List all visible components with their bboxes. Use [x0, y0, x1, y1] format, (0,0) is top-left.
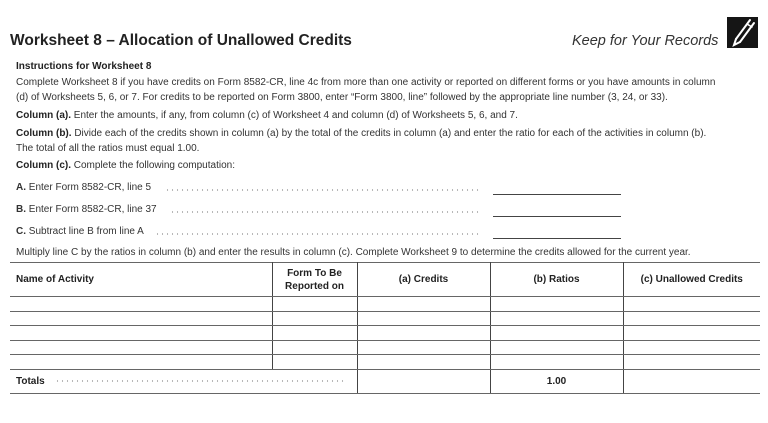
line-b-input[interactable]	[493, 216, 621, 217]
credits-cell[interactable]	[357, 355, 490, 370]
unallowed-cell[interactable]	[623, 311, 760, 326]
column-a-text: Enter the amounts, if any, from column (c) of Worksheet 4 and column (d) of Worksheets 5, 6, and 7.	[71, 110, 518, 121]
table-row	[10, 311, 760, 326]
credits-cell[interactable]	[357, 340, 490, 355]
header-form-line-1: Form To Be	[287, 267, 342, 279]
header-name-of-activity: Name of Activity	[10, 263, 272, 297]
total-credits-cell[interactable]	[357, 369, 490, 393]
column-b-instruction	[16, 128, 706, 139]
instructions-heading: Instructions for Worksheet 8	[16, 61, 152, 72]
column-c-text: Complete the following computation:	[71, 160, 235, 171]
totals-label: Totals	[16, 375, 45, 387]
activity-name-cell[interactable]	[10, 326, 272, 341]
line-b-text: Enter Form 8582-CR, line 37	[26, 204, 157, 215]
credits-cell[interactable]	[357, 311, 490, 326]
pencil-icon	[727, 17, 758, 48]
header-form-line-2: Reported on	[285, 280, 344, 292]
unallowed-cell[interactable]	[623, 297, 760, 312]
line-c	[16, 226, 144, 237]
column-b-text-2: The total of all the ratios must equal 1.00.	[16, 143, 200, 154]
worksheet-title: Worksheet 8 – Allocation of Unallowed Credits	[10, 32, 352, 49]
header-unallowed-credits: (c) Unallowed Credits	[623, 263, 760, 297]
form-cell[interactable]	[272, 326, 357, 341]
ratios-cell[interactable]	[490, 311, 623, 326]
table-row	[10, 340, 760, 355]
line-a-text: Enter Form 8582-CR, line 5	[26, 182, 152, 193]
unallowed-cell[interactable]	[623, 340, 760, 355]
activity-name-cell[interactable]	[10, 355, 272, 370]
intro-text-line-1: Complete Worksheet 8 if you have credits on Form 8582-CR, line 4c from more than one activity or reported on different forms or you have amounts in column	[16, 77, 716, 88]
header-form-to-be-reported-on	[272, 263, 357, 297]
column-b-text: Divide each of the credits shown in column (a) by the total of the credits in column (a) and enter the ratio for each of the activities in column (b).	[71, 128, 707, 139]
line-a	[16, 182, 151, 193]
table-row	[10, 326, 760, 341]
column-c-label: Column (c).	[16, 160, 71, 171]
line-b-letter: B.	[16, 204, 26, 215]
activity-name-cell[interactable]	[10, 297, 272, 312]
column-b-label: Column (b).	[16, 128, 72, 139]
table-header-row	[10, 263, 760, 297]
totals-label-cell	[10, 369, 357, 393]
line-a-input[interactable]	[493, 194, 621, 195]
ratios-cell[interactable]	[490, 355, 623, 370]
form-cell[interactable]	[272, 297, 357, 312]
totals-row	[10, 369, 760, 393]
ratios-cell[interactable]	[490, 340, 623, 355]
intro-text-line-2: (d) of Worksheets 5, 6, or 7. For credits to be reported on Form 3800, enter “Form 3800, line” followed by the appropriate line number (3, 24, or 33).	[16, 92, 668, 103]
activity-name-cell[interactable]	[10, 340, 272, 355]
credits-cell[interactable]	[357, 326, 490, 341]
total-unallowed-cell[interactable]	[623, 369, 760, 393]
credits-cell[interactable]	[357, 297, 490, 312]
unallowed-cell[interactable]	[623, 326, 760, 341]
form-cell[interactable]	[272, 340, 357, 355]
form-cell[interactable]	[272, 311, 357, 326]
ratios-cell[interactable]	[490, 297, 623, 312]
line-c-letter: C.	[16, 226, 26, 237]
table-row	[10, 297, 760, 312]
leader-dots	[170, 211, 480, 213]
ratios-cell[interactable]	[490, 326, 623, 341]
leader-dots	[165, 189, 480, 191]
line-a-letter: A.	[16, 182, 26, 193]
total-ratios-cell: 1.00	[490, 369, 623, 393]
keep-for-records-label: Keep for Your Records	[572, 33, 719, 49]
column-a-label: Column (a).	[16, 110, 71, 121]
leader-dots	[155, 233, 480, 235]
form-cell[interactable]	[272, 355, 357, 370]
leader-dots	[55, 380, 345, 382]
table-row	[10, 355, 760, 370]
allocation-table	[10, 262, 760, 394]
line-b	[16, 204, 157, 215]
multiply-instruction: Multiply line C by the ratios in column (b) and enter the results in column (c). Complete Worksheet 9 to determine the credits allowed for the current year.	[16, 247, 691, 258]
line-c-input[interactable]	[493, 238, 621, 239]
column-c-instruction	[16, 160, 235, 171]
unallowed-cell[interactable]	[623, 355, 760, 370]
header-ratios: (b) Ratios	[490, 263, 623, 297]
line-c-text: Subtract line B from line A	[26, 226, 144, 237]
column-a-instruction	[16, 110, 518, 121]
activity-name-cell[interactable]	[10, 311, 272, 326]
header-credits: (a) Credits	[357, 263, 490, 297]
